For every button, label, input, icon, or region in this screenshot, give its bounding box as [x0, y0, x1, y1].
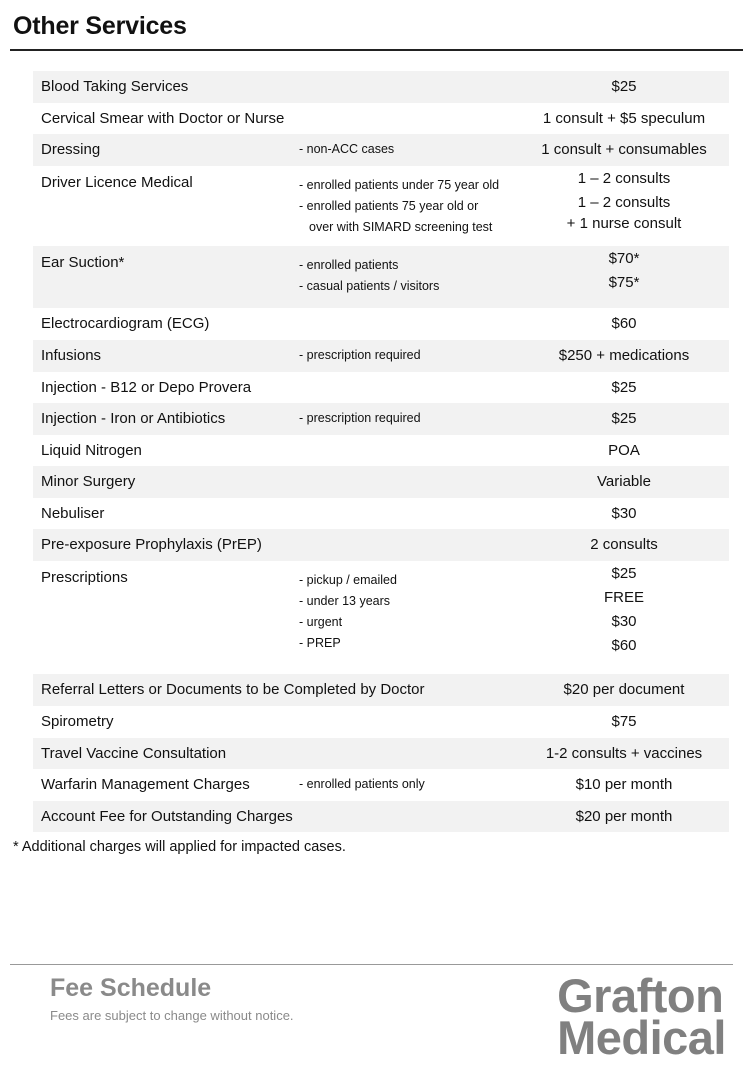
table-row [33, 738, 729, 770]
table-row [33, 674, 729, 706]
service-notes [299, 255, 439, 297]
table-row [33, 166, 729, 246]
price-line: $75* [608, 273, 640, 291]
service-name: Pre-exposure Prophylaxis (PrEP) [41, 536, 262, 553]
price-line: $70* [608, 249, 640, 267]
service-note: - enrolled patients under 75 year old [299, 177, 500, 192]
price-line: $75 [611, 713, 637, 730]
service-price [519, 167, 729, 233]
service-name: Prescriptions [41, 568, 128, 586]
price-line: POA [608, 441, 640, 459]
price-line: $250 + medications [558, 347, 690, 364]
page-title: Other Services [13, 12, 187, 40]
service-notes [299, 774, 425, 795]
table-row [33, 246, 729, 309]
price-line: 1 consult + consumables [541, 141, 707, 158]
price-line: 1 consult + $5 speculum [542, 109, 706, 127]
service-note: - prescription required [299, 411, 421, 425]
service-price [519, 344, 729, 368]
price-line: $30 [611, 504, 637, 522]
service-note: - enrolled patients [299, 257, 399, 272]
price-line: $25 [611, 410, 637, 427]
service-note: - urgent [299, 614, 343, 629]
service-price [519, 376, 729, 400]
service-name: Dressing [41, 141, 101, 158]
price-line: $60 [611, 636, 637, 654]
service-note: - prescription required [299, 348, 421, 362]
table-row [33, 706, 729, 738]
service-name: Travel Vaccine Consultation [41, 744, 227, 762]
service-note: - PREP [299, 635, 341, 650]
service-price [519, 742, 729, 766]
price-line: $30 [611, 612, 637, 630]
service-name: Referral Letters or Documents to be Completed by Doctor [41, 681, 425, 698]
service-price [519, 75, 729, 99]
service-notes [299, 570, 397, 654]
footnote: * Additional charges will applied for impacted cases. [13, 839, 346, 855]
service-name: Cervical Smear with Doctor or Nurse [41, 109, 285, 127]
service-name: Liquid Nitrogen [41, 441, 142, 459]
service-name: Infusions [41, 347, 102, 364]
footer-subtitle: Fees are subject to change without notice. [50, 1008, 294, 1023]
service-name: Nebuliser [41, 504, 105, 522]
price-line: $25 [611, 378, 637, 396]
service-price [519, 247, 729, 295]
table-row [33, 801, 729, 833]
service-name: Driver Licence Medical [41, 173, 193, 191]
service-price [519, 502, 729, 526]
table-row [33, 134, 729, 166]
service-notes [299, 139, 394, 160]
service-price [519, 710, 729, 734]
service-price [519, 138, 729, 162]
service-notes [299, 175, 499, 238]
service-price [519, 773, 729, 797]
service-name: Warfarin Management Charges [41, 776, 250, 793]
title-divider [10, 49, 743, 51]
table-row [33, 372, 729, 404]
service-price [519, 533, 729, 557]
price-line: $10 per month [575, 776, 673, 793]
table-row [33, 403, 729, 435]
table-row [33, 71, 729, 103]
service-note: - non-ACC cases [299, 142, 395, 156]
service-name: Spirometry [41, 713, 114, 730]
service-note: - enrolled patients only [299, 777, 425, 791]
footer-divider [10, 964, 733, 965]
service-name: Ear Suction* [41, 253, 125, 271]
price-line: $20 per document [563, 681, 685, 698]
table-row [33, 103, 729, 135]
service-price [519, 805, 729, 829]
footer-title: Fee Schedule [50, 974, 212, 1002]
table-row [33, 529, 729, 561]
service-price [519, 439, 729, 463]
price-line: FREE [603, 588, 644, 606]
service-price [519, 562, 729, 658]
service-price [519, 407, 729, 431]
table-row [33, 769, 729, 801]
fee-table [33, 71, 729, 832]
service-price [519, 312, 729, 336]
service-notes [299, 408, 421, 429]
table-row [33, 308, 729, 340]
service-name: Account Fee for Outstanding Charges [41, 807, 293, 825]
service-name: Electrocardiogram (ECG) [41, 315, 210, 332]
price-line: $20 per month [575, 807, 673, 825]
service-note: - casual patients / visitors [299, 278, 440, 293]
price-line: $25 [611, 78, 637, 95]
table-row [33, 498, 729, 530]
price-line: 1 – 2 consults [577, 193, 671, 211]
price-line: + 1 nurse consult [566, 214, 682, 232]
price-line: $60 [611, 315, 637, 332]
logo-line-2: Medical [557, 1011, 726, 1064]
logo-line-1: Grafton [557, 969, 724, 1022]
service-price [519, 470, 729, 494]
table-row [33, 561, 729, 675]
service-name: Injection - Iron or Antibiotics [41, 410, 226, 427]
grafton-medical-logo [557, 969, 726, 1064]
price-line: Variable [597, 473, 651, 490]
service-note: - enrolled patients 75 year old or [299, 198, 479, 213]
service-name: Injection - B12 or Depo Provera [41, 378, 252, 396]
service-note: - under 13 years [299, 593, 391, 608]
price-line: 1 – 2 consults [577, 169, 671, 187]
table-row [33, 466, 729, 498]
service-notes [299, 345, 421, 366]
price-line: 1-2 consults + vaccines [545, 744, 703, 762]
service-price [519, 107, 729, 131]
price-line: 2 consults [590, 536, 658, 553]
service-note: over with SIMARD screening test [309, 219, 493, 234]
service-name: Blood Taking Services [41, 78, 189, 95]
price-line: $25 [611, 564, 637, 582]
service-name: Minor Surgery [41, 473, 136, 490]
service-note: - pickup / emailed [299, 572, 397, 587]
table-row [33, 435, 729, 467]
service-price [519, 678, 729, 702]
table-row [33, 340, 729, 372]
